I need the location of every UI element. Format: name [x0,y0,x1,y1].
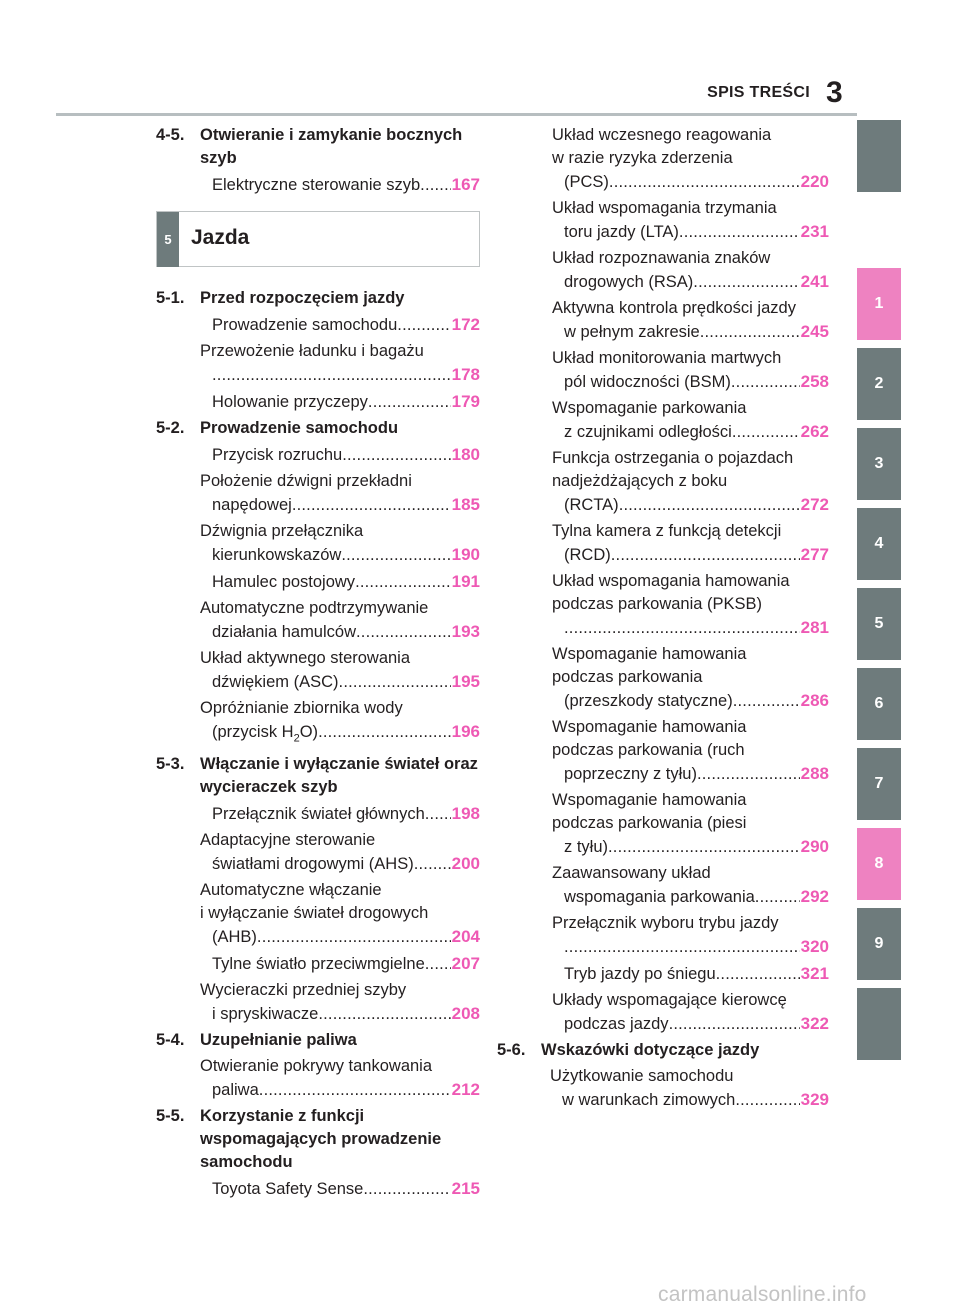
header-divider [56,113,857,116]
leader-dots [731,371,800,394]
leader-dots [608,836,800,859]
section-number: 5-3. [156,755,185,774]
entry-text-line: (AHB) [212,928,257,947]
entry-text-line: Wspomaganie parkowania [552,399,747,417]
section-title: Korzystanie z funkcji wspomagających prowadzenie samochodu [200,1107,442,1172]
entry-text-line: paliwa [212,1081,259,1100]
toc-entry[interactable] [552,862,829,909]
entry-text-line: Tylne światło przeciwmgielne [212,955,425,974]
entry-text-line: Dźwignia przełącznika [200,522,364,540]
entry-text-line: podczas parkowania [552,668,703,686]
entry-text-line: podczas parkowania (PKSB) [552,595,763,613]
section-title: Włączanie i wyłączanie świateł oraz wycieraczek szyb [200,755,478,797]
section-number: 5-4. [156,1031,185,1050]
entry-text-line: podczas parkowania (piesi [552,814,747,832]
entry-text-line: Adaptacyjne sterowanie [200,831,376,850]
page-link[interactable]: 215 [451,1179,480,1199]
entry-text-line: Automatyczne włączanie [200,881,382,900]
leader-dots [318,721,451,744]
toc-entry[interactable] [552,447,829,517]
page-link[interactable]: 207 [451,954,480,974]
toc-entry[interactable] [552,297,829,344]
entry-last-line [564,370,829,394]
page-link[interactable]: 220 [800,172,829,191]
page-number: 3 [826,76,843,109]
leader-dots [356,621,451,644]
leader-dots [425,803,451,826]
page-link[interactable]: 190 [451,545,480,564]
leader-dots [414,853,451,876]
entry-last-line [564,420,829,444]
leader-dots [611,544,800,567]
leader-dots [292,494,451,517]
page-link[interactable]: 281 [800,618,829,637]
page-link[interactable]: 329 [800,1090,829,1109]
entry-text-line: (przeszkody statyczne) [564,692,733,710]
entry-last-line [564,689,829,713]
leader-dots [397,314,450,337]
entry-text-line: Aktywna kontrola prędkości jazdy [552,299,796,317]
entry-text-line: działania hamulców [212,623,356,641]
section-number: 4-5. [156,126,185,144]
entry-text-line: Wycieraczki przedniej szyby [200,981,407,1000]
entry-text-line: w razie ryzyka zderzenia [552,149,733,167]
entry-text-line: Tylna kamera z funkcją detekcji [552,522,782,540]
section-heading [156,124,480,170]
entry-last-line [564,1012,829,1036]
toc-entry[interactable] [552,789,829,859]
entry-text-line: Wspomaganie hamowania [552,718,747,736]
entry-text-line: wspomagania parkowania [564,888,755,906]
page-link[interactable]: 231 [800,222,829,241]
section-title: Uzupełnianie paliwa [200,1031,357,1050]
entry-last-line [562,1088,829,1112]
leader-dots [363,1178,450,1201]
entry-last-line [212,925,480,949]
page-link[interactable]: 191 [451,572,480,591]
entry-last-line [212,802,480,826]
entry-text-line: z tyłu) [564,838,609,856]
toc-entry[interactable] [200,597,480,644]
chapter-title: Jazda [191,226,250,249]
entry-text-line: (PCS) [564,173,609,191]
entry-text-line: Przewożenie ładunku i bagażu [200,342,424,360]
toc-entry[interactable] [200,1177,480,1201]
entry-text-line: dźwiękiem (ASC) [212,673,339,691]
toc-entry[interactable] [200,313,480,337]
entry-text-line: Elektryczne sterowanie szyb [212,176,421,194]
entry-last-line [212,1002,480,1026]
toc-entry[interactable] [552,397,829,444]
toc-entry[interactable] [200,979,480,1026]
section-title: Otwieranie i zamykanie bocznych szyb [200,126,463,167]
entry-text-line: Użytkowanie samochodu [550,1067,734,1085]
watermark: carmanualsonline.info [658,1283,867,1306]
chapter-tab-9[interactable]: 9 [857,908,901,980]
page-link[interactable]: 212 [451,1080,480,1100]
toc-entry[interactable] [200,470,480,517]
entry-text-line: pól widoczności (BSM) [564,373,731,391]
entry-text-line: Przełącznik świateł głównych [212,805,425,824]
toc-entry[interactable] [552,989,829,1036]
entry-text-line: toru jazdy (LTA) [564,223,679,241]
entry-text-line: kierunkowskazów [212,546,342,564]
page-link[interactable]: 262 [800,422,829,441]
entry-last-line [564,835,829,859]
leader-dots [425,953,451,976]
entry-text-line: (RCD) [564,546,611,564]
page-link[interactable]: 272 [800,495,829,514]
chapter-number-tab: 5 [157,212,179,267]
entry-text-line: Układ aktywnego sterowania [200,649,411,667]
entry-text-line: i spryskiwacze [212,1005,319,1024]
entry-text-line: (RCTA) [564,496,619,514]
leader-dots [341,544,450,567]
page-link[interactable]: 193 [451,622,480,641]
entry-text-line: Zaawansowany układ [552,864,711,882]
page-link[interactable]: 204 [451,927,480,947]
chapter-tab-6[interactable]: 6 [857,668,901,740]
entry-last-line [212,670,480,694]
entry-last-line [212,493,480,517]
entry-last-line [564,170,829,194]
toc-left-column [156,124,480,1204]
entry-last-line [564,935,829,959]
entry-text-line: Układ wspomagania trzymania [552,199,777,217]
chapter-tab-5[interactable]: 5 [857,588,901,660]
entry-text-line: Układ wspomagania hamowania [552,572,790,590]
leader-dots [342,444,450,467]
entry-last-line [564,616,829,640]
section-number: 5-6. [497,1041,526,1059]
page-link[interactable]: 288 [800,764,829,783]
leader-dots [669,1013,800,1036]
entry-last-line [212,852,480,876]
leader-dots [564,936,800,959]
entry-text-line: Układy wspomagające kierowcę [552,991,787,1009]
page-link[interactable]: 320 [800,937,829,956]
page-link[interactable]: 258 [800,372,829,391]
toc-entry[interactable] [200,443,480,467]
section-title: Przed rozpoczęciem jazdy [200,289,405,307]
entry-text-line: Wspomaganie hamowania [552,645,747,663]
entry-last-line [212,313,480,337]
chapter-tab-4[interactable]: 4 [857,508,901,580]
toc-entry[interactable] [552,962,829,986]
entry-text-line: napędowej [212,496,292,514]
entry-text-line: Funkcja ostrzegania o pojazdach [552,449,794,467]
toc-entry[interactable] [552,347,829,394]
entry-text-line: (przycisk $H_2O$) [212,723,319,745]
section-heading [156,1105,480,1174]
entry-last-line [564,320,829,344]
entry-last-line [564,493,829,517]
toc-entry[interactable] [200,173,480,197]
leader-dots [609,171,800,194]
toc-entry[interactable] [200,390,480,414]
entry-text-line: w warunkach zimowych [562,1091,736,1109]
entry-text-line: Układ rozpoznawania znaków [552,249,771,267]
entry-last-line [564,220,829,244]
toc-entry[interactable] [552,247,829,294]
leader-dots [564,617,800,640]
section-heading [156,417,480,440]
page-link[interactable]: 185 [451,495,480,514]
leader-dots [368,391,451,414]
entry-last-line [212,390,480,414]
toc-entry[interactable] [552,570,829,640]
entry-text-line: podczas parkowania (ruch [552,741,745,759]
chapter-tab-2[interactable]: 2 [857,348,901,420]
entry-text-line: drogowych (RSA) [564,273,694,291]
toc-entry[interactable] [200,570,480,594]
chapter-tab-3[interactable]: 3 [857,428,901,500]
entry-last-line [212,173,480,197]
leader-dots [697,763,800,786]
toc-right-column [497,124,829,1115]
page-link[interactable]: 178 [451,365,480,384]
chapter-header [156,211,480,267]
toc-entry[interactable] [200,879,480,949]
entry-text-line: Układ wczesnego reagowania [552,126,772,144]
page-link[interactable]: 321 [800,964,829,983]
section-heading [156,287,480,310]
page-link[interactable]: 172 [451,315,480,334]
entry-text-line: z czujnikami odległości [564,423,732,441]
section-number: 5-2. [156,419,185,437]
entry-last-line [564,962,829,986]
entry-last-line [212,543,480,567]
leader-dots [212,364,451,387]
toc-entry[interactable] [552,197,829,244]
section-heading [156,1029,480,1052]
entry-last-line [212,1177,480,1201]
toc-entry[interactable] [200,647,480,694]
leader-dots [735,1089,799,1112]
toc-entry[interactable] [200,520,480,567]
toc-entry[interactable] [552,520,829,567]
leader-dots [339,671,451,694]
entry-last-line [212,443,480,467]
page-link[interactable]: 322 [800,1014,829,1033]
entry-last-line [212,570,480,594]
page-header-title: SPIS TREŚCI [707,84,810,101]
page-link[interactable]: 208 [451,1004,480,1024]
page-link[interactable]: 179 [451,392,480,411]
page-link[interactable]: 167 [451,175,480,194]
leader-dots [716,963,800,986]
entry-text-line: Położenie dźwigni przekładni [200,472,412,490]
page-link[interactable]: 292 [800,887,829,906]
leader-dots [619,494,800,517]
entry-last-line [212,363,480,387]
section-heading [497,1039,829,1062]
section-title: Prowadzenie samochodu [200,419,399,437]
entry-text-line: Opróżnianie zbiornika wody [200,699,403,717]
leader-dots [700,321,800,344]
entry-text-line: Układ monitorowania martwych [552,349,782,367]
entry-last-line [212,952,480,976]
entry-last-line [564,543,829,567]
entry-text-line: nadjeżdżających z boku [552,472,728,490]
entry-text-line: Hamulec postojowy [212,573,356,591]
page-link[interactable]: 241 [800,272,829,291]
page-link[interactable]: 290 [800,837,829,856]
entry-text-line: Przełącznik wyboru trybu jazdy [552,914,779,932]
chapter-tab-blank-10[interactable] [857,988,901,1060]
page-link[interactable]: 200 [451,854,480,874]
entry-text-line: poprzeczny z tyłu) [564,765,697,783]
leader-dots [318,1003,450,1026]
toc-entry[interactable] [200,340,480,387]
entry-text-line: Automatyczne podtrzymywanie [200,599,429,617]
chapter-tab-8[interactable]: 8 [857,828,901,900]
entry-text-line: podczas jazdy [564,1015,669,1033]
entry-last-line [212,620,480,644]
entry-text-line: Otwieranie pokrywy tankowania [200,1057,433,1076]
leader-dots [420,174,450,197]
entry-text-line: Przycisk rozruchu [212,446,343,464]
entry-last-line [212,720,480,750]
section-number: 5-1. [156,289,185,307]
section-heading [156,753,480,799]
entry-last-line [212,1078,480,1102]
page-link[interactable]: 180 [451,445,480,464]
page-link[interactable]: 195 [451,672,480,691]
toc-entry[interactable] [200,1055,480,1102]
leader-dots [732,421,800,444]
entry-last-line [564,885,829,909]
toc-entry[interactable] [552,716,829,786]
leader-dots [755,886,800,909]
page-link[interactable]: 286 [800,691,829,710]
entry-text-line: Toyota Safety Sense [212,1180,364,1199]
leader-dots [679,221,800,244]
toc-entry[interactable] [200,952,480,976]
page-link[interactable]: 196 [451,722,480,741]
toc-entry[interactable] [550,1065,829,1112]
entry-last-line [564,270,829,294]
section-title: Wskazówki dotyczące jazdy [541,1041,760,1059]
entry-last-line [564,762,829,786]
entry-text-line: i wyłączanie świateł drogowych [200,904,429,923]
entry-text-line: Holowanie przyczepy [212,393,368,411]
entry-text-line: Prowadzenie samochodu [212,316,398,334]
chapter-tab-blank-0[interactable] [857,120,901,192]
leader-dots [693,271,799,294]
toc-entry[interactable] [200,802,480,826]
toc-entry[interactable] [552,124,829,194]
entry-text-line: światłami drogowymi (AHS) [212,855,414,874]
leader-dots [257,926,451,949]
leader-dots [733,690,800,713]
entry-text-line: Wspomaganie hamowania [552,791,747,809]
toc-entry[interactable] [200,697,480,750]
entry-text-line: Tryb jazdy po śniegu [564,965,716,983]
leader-dots [355,571,451,594]
page-link[interactable]: 198 [451,804,480,824]
section-number: 5-5. [156,1107,185,1126]
chapter-tab-1[interactable]: 1 [857,268,901,340]
toc-entry[interactable] [552,643,829,713]
page-link[interactable]: 277 [800,545,829,564]
leader-dots [259,1079,451,1102]
page-link[interactable]: 245 [800,322,829,341]
entry-text-line: w pełnym zakresie [564,323,700,341]
chapter-tab-7[interactable]: 7 [857,748,901,820]
toc-entry[interactable] [200,829,480,876]
toc-entry[interactable] [552,912,829,959]
